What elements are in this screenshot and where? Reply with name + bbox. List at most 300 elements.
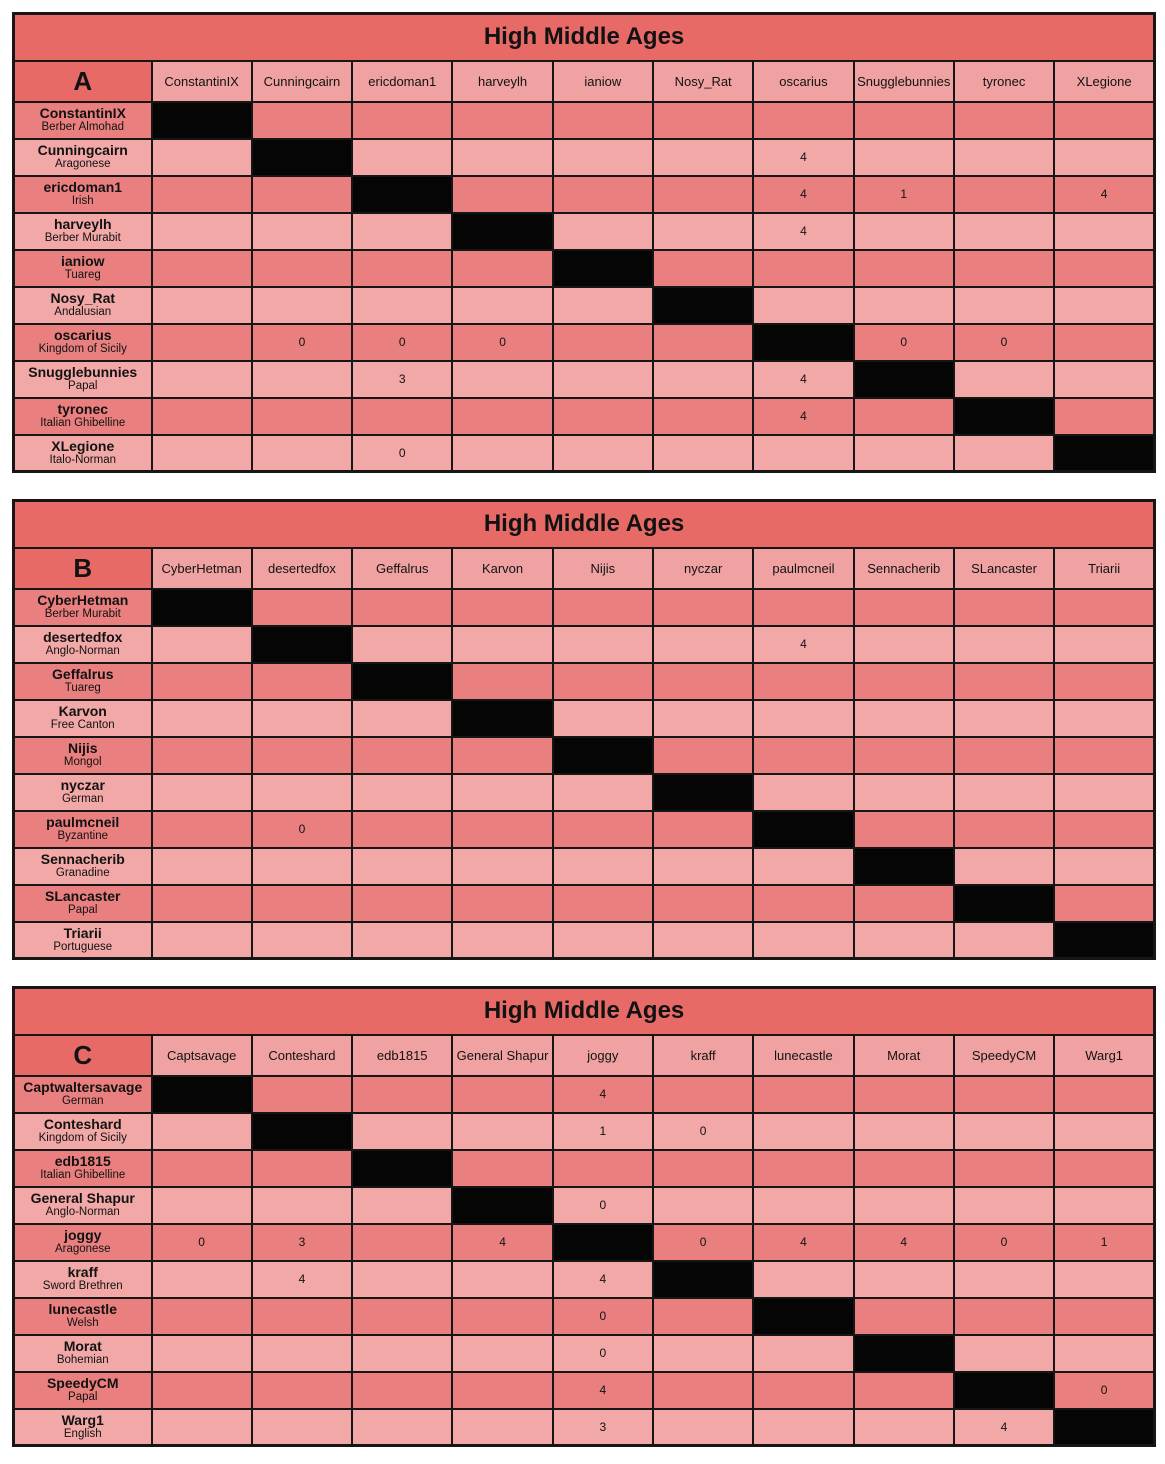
score-cell	[1054, 1187, 1154, 1224]
group-table-B	[12, 499, 1153, 960]
diagonal-cell	[753, 324, 853, 361]
diagonal-cell	[1054, 1409, 1154, 1446]
table-row	[14, 213, 1155, 250]
score-cell	[553, 848, 653, 885]
score-cell	[753, 774, 853, 811]
score-cell	[452, 250, 552, 287]
score-cell	[954, 589, 1054, 626]
score-cell	[452, 811, 552, 848]
player-name: Morat	[63, 1338, 102, 1355]
score-cell	[753, 287, 853, 324]
table-row	[14, 435, 1155, 472]
column-header-label: ConstantinIX	[164, 73, 239, 89]
score-cell	[252, 287, 352, 324]
score-cell	[854, 139, 954, 176]
score-cell	[553, 885, 653, 922]
score-cell	[954, 1113, 1054, 1150]
score-cell	[252, 435, 352, 472]
faction-name: Berber Murabit	[44, 232, 121, 245]
table-row	[14, 737, 1155, 774]
faction-name: Bohemian	[56, 1354, 109, 1367]
player-name: Nijis	[67, 740, 98, 757]
score-cell: 4	[553, 1076, 653, 1113]
column-header	[954, 1035, 1054, 1076]
column-header-label: harveylh	[477, 73, 528, 89]
score-cell	[152, 848, 252, 885]
score-cell	[152, 700, 252, 737]
score-cell: 0	[553, 1335, 653, 1372]
score-cell	[653, 922, 753, 959]
score-cell	[753, 1372, 853, 1409]
score-cell	[954, 287, 1054, 324]
table-row	[14, 663, 1155, 700]
table-row	[14, 1150, 1155, 1187]
score-cell	[553, 176, 653, 213]
score-cell	[252, 848, 352, 885]
score-cell	[252, 250, 352, 287]
score-cell	[452, 1335, 552, 1372]
score-cell: 0	[1054, 1372, 1154, 1409]
score-cell	[954, 737, 1054, 774]
diagonal-cell	[954, 885, 1054, 922]
column-header	[252, 61, 352, 102]
score-cell	[1054, 1076, 1154, 1113]
score-cell	[252, 663, 352, 700]
player-name: ConstantinIX	[39, 105, 126, 122]
score-cell: 1	[1054, 1224, 1154, 1261]
player-name: harveylh	[53, 216, 112, 233]
score-cell	[653, 398, 753, 435]
score-cell	[653, 663, 753, 700]
score-cell	[252, 1187, 352, 1224]
score-cell	[352, 922, 452, 959]
faction-name: Italian Ghibelline	[40, 417, 126, 430]
column-header	[854, 548, 954, 589]
score-cell	[352, 1372, 452, 1409]
score-cell	[452, 737, 552, 774]
score-cell	[352, 1076, 452, 1113]
score-cell	[1054, 324, 1154, 361]
score-cell: 4	[1054, 176, 1154, 213]
player-name: CyberHetman	[37, 592, 129, 609]
player-name: XLegione	[51, 438, 115, 455]
faction-name: Tuareg	[64, 269, 101, 282]
player-name: ericdoman1	[43, 179, 123, 196]
player-name: Sennacherib	[40, 851, 125, 868]
column-header	[152, 1035, 252, 1076]
score-cell	[753, 589, 853, 626]
score-cell	[252, 213, 352, 250]
score-cell	[452, 398, 552, 435]
score-cell	[854, 1261, 954, 1298]
table-title: High Middle Ages	[14, 501, 1155, 548]
score-cell	[452, 1298, 552, 1335]
column-header	[553, 1035, 653, 1076]
score-cell	[753, 848, 853, 885]
table-row	[14, 626, 1155, 663]
column-header	[753, 548, 853, 589]
score-cell	[452, 922, 552, 959]
score-cell	[653, 1076, 753, 1113]
score-cell	[352, 626, 452, 663]
score-cell	[152, 139, 252, 176]
score-cell	[252, 1372, 352, 1409]
score-cell	[954, 922, 1054, 959]
score-cell	[352, 1298, 452, 1335]
score-cell	[753, 1187, 853, 1224]
column-header-label: edb1815	[376, 1047, 428, 1063]
table-row	[14, 102, 1155, 139]
score-cell	[854, 287, 954, 324]
score-cell	[352, 1113, 452, 1150]
column-header-label: Warg1	[1085, 1047, 1124, 1063]
group-letter: C	[14, 1035, 152, 1076]
score-cell	[854, 1113, 954, 1150]
faction-name: Berber Murabit	[44, 608, 121, 621]
column-header	[954, 548, 1054, 589]
score-cell: 0	[854, 324, 954, 361]
score-cell	[152, 287, 252, 324]
score-cell	[352, 848, 452, 885]
score-cell	[854, 589, 954, 626]
table-row	[14, 1187, 1155, 1224]
faction-name: Andalusian	[54, 306, 112, 319]
table-row	[14, 1113, 1155, 1150]
column-header-label: Snugglebunnies	[857, 73, 951, 89]
score-cell	[252, 176, 352, 213]
diagonal-cell	[252, 1113, 352, 1150]
group-table-A	[12, 12, 1153, 473]
row-header	[14, 176, 152, 213]
score-cell	[553, 700, 653, 737]
score-cell	[1054, 848, 1154, 885]
row-header	[14, 1298, 152, 1335]
score-cell	[452, 1372, 552, 1409]
table-row	[14, 885, 1155, 922]
score-cell	[954, 1335, 1054, 1372]
score-cell	[854, 1372, 954, 1409]
column-header-label: Nijis	[590, 560, 616, 576]
score-cell	[653, 626, 753, 663]
score-cell	[1054, 589, 1154, 626]
faction-name: Portuguese	[53, 941, 113, 954]
player-name: SpeedyCM	[46, 1375, 119, 1392]
diagonal-cell	[954, 398, 1054, 435]
score-cell: 0	[653, 1224, 753, 1261]
row-header	[14, 1261, 152, 1298]
column-header-label: ianiow	[584, 73, 622, 89]
score-cell	[854, 737, 954, 774]
group-letter: B	[14, 548, 152, 589]
player-name: desertedfox	[43, 629, 123, 646]
table-row	[14, 811, 1155, 848]
score-cell	[452, 1076, 552, 1113]
column-header	[753, 1035, 853, 1076]
score-cell: 1	[854, 176, 954, 213]
score-cell	[352, 811, 452, 848]
row-header	[14, 361, 152, 398]
score-cell	[954, 102, 1054, 139]
column-header-label: lunecastle	[774, 1047, 833, 1063]
score-cell	[553, 663, 653, 700]
score-cell	[854, 700, 954, 737]
score-cell: 0	[252, 811, 352, 848]
group-table-C	[12, 986, 1153, 1447]
column-header	[1054, 61, 1154, 102]
score-cell	[252, 1150, 352, 1187]
score-cell	[252, 885, 352, 922]
column-header-label: Karvon	[481, 560, 524, 576]
score-cell	[1054, 1298, 1154, 1335]
score-cell	[352, 213, 452, 250]
score-cell	[954, 1150, 1054, 1187]
score-cell	[352, 589, 452, 626]
score-cell	[854, 663, 954, 700]
score-cell	[954, 663, 1054, 700]
column-header-label: XLegione	[1076, 73, 1132, 89]
player-name: Cunningcairn	[37, 142, 128, 159]
score-cell	[954, 213, 1054, 250]
table-row	[14, 361, 1155, 398]
crosstable	[12, 986, 1156, 1447]
column-header-label: Triarii	[1088, 560, 1121, 576]
score-cell	[553, 774, 653, 811]
score-cell	[352, 737, 452, 774]
score-cell	[1054, 398, 1154, 435]
score-cell: 4	[753, 626, 853, 663]
score-cell: 4	[553, 1372, 653, 1409]
score-cell	[1054, 361, 1154, 398]
row-header	[14, 811, 152, 848]
score-cell	[252, 1409, 352, 1446]
score-cell	[553, 102, 653, 139]
row-header	[14, 1113, 152, 1150]
column-header	[753, 61, 853, 102]
score-cell	[1054, 811, 1154, 848]
score-cell	[1054, 1261, 1154, 1298]
column-header	[854, 61, 954, 102]
score-cell	[854, 1298, 954, 1335]
score-cell	[954, 774, 1054, 811]
score-cell	[252, 774, 352, 811]
score-cell	[553, 811, 653, 848]
faction-name: English	[63, 1428, 102, 1441]
player-name: Triarii	[63, 925, 102, 942]
score-cell	[352, 1224, 452, 1261]
player-name: nyczar	[60, 777, 105, 794]
score-cell	[352, 1261, 452, 1298]
table-row	[14, 774, 1155, 811]
score-cell	[152, 922, 252, 959]
score-cell	[452, 1150, 552, 1187]
player-name: General Shapur	[30, 1190, 135, 1207]
row-header	[14, 1076, 152, 1113]
score-cell	[152, 361, 252, 398]
column-header-label: Morat	[887, 1047, 921, 1063]
score-cell	[553, 435, 653, 472]
score-cell	[653, 848, 753, 885]
faction-name: Papal	[68, 904, 98, 917]
row-header	[14, 250, 152, 287]
score-cell	[854, 885, 954, 922]
table-row	[14, 1372, 1155, 1409]
score-cell	[152, 1150, 252, 1187]
column-header	[653, 548, 753, 589]
column-header	[352, 1035, 452, 1076]
score-cell	[653, 811, 753, 848]
column-header	[352, 548, 452, 589]
score-cell	[753, 1150, 853, 1187]
crosstable	[12, 499, 1156, 960]
score-cell: 4	[753, 139, 853, 176]
score-cell	[152, 1298, 252, 1335]
diagonal-cell	[152, 589, 252, 626]
player-name: edb1815	[54, 1153, 111, 1170]
score-cell	[252, 1335, 352, 1372]
score-cell	[854, 102, 954, 139]
diagonal-cell	[553, 250, 653, 287]
player-name: Captwaltersavage	[23, 1079, 143, 1096]
faction-name: Granadine	[55, 867, 110, 880]
diagonal-cell	[452, 1187, 552, 1224]
faction-name: Papal	[68, 1391, 98, 1404]
score-cell: 3	[553, 1409, 653, 1446]
table-row	[14, 250, 1155, 287]
faction-name: Anglo-Norman	[45, 1206, 120, 1219]
score-cell	[252, 589, 352, 626]
row-header	[14, 700, 152, 737]
score-cell	[1054, 663, 1154, 700]
score-cell	[854, 398, 954, 435]
score-cell	[954, 1187, 1054, 1224]
faction-name: Kingdom of Sicily	[38, 1132, 127, 1145]
score-cell	[152, 176, 252, 213]
player-name: paulmcneil	[46, 814, 120, 831]
score-cell: 4	[753, 176, 853, 213]
diagonal-cell	[553, 737, 653, 774]
score-cell: 0	[152, 1224, 252, 1261]
column-header-label: Geffalrus	[375, 560, 429, 576]
score-cell	[1054, 700, 1154, 737]
diagonal-cell	[352, 176, 452, 213]
score-cell	[352, 1409, 452, 1446]
table-row	[14, 139, 1155, 176]
score-cell: 0	[553, 1298, 653, 1335]
score-cell: 4	[252, 1261, 352, 1298]
score-cell	[452, 663, 552, 700]
score-cell	[653, 102, 753, 139]
score-cell	[553, 1150, 653, 1187]
score-cell: 4	[753, 213, 853, 250]
score-cell	[152, 213, 252, 250]
score-cell	[252, 737, 352, 774]
diagonal-cell	[653, 1261, 753, 1298]
row-header	[14, 848, 152, 885]
score-cell	[854, 922, 954, 959]
diagonal-cell	[1054, 435, 1154, 472]
score-cell	[352, 774, 452, 811]
player-name: tyronec	[57, 401, 109, 418]
column-header-label: Cunningcairn	[263, 73, 341, 89]
row-header	[14, 1187, 152, 1224]
table-row	[14, 287, 1155, 324]
score-cell	[152, 324, 252, 361]
score-cell	[553, 324, 653, 361]
diagonal-cell	[854, 1335, 954, 1372]
score-cell	[352, 287, 452, 324]
score-cell	[452, 176, 552, 213]
score-cell	[152, 885, 252, 922]
diagonal-cell	[152, 1076, 252, 1113]
score-cell	[653, 213, 753, 250]
score-cell	[252, 398, 352, 435]
score-cell	[452, 1409, 552, 1446]
column-header	[152, 548, 252, 589]
score-cell	[753, 1113, 853, 1150]
score-cell: 4	[452, 1224, 552, 1261]
column-header-label: SLancaster	[971, 560, 1037, 576]
score-cell	[452, 139, 552, 176]
score-cell: 0	[452, 324, 552, 361]
score-cell	[152, 774, 252, 811]
score-cell	[1054, 1113, 1154, 1150]
row-header	[14, 1224, 152, 1261]
score-cell	[954, 1076, 1054, 1113]
score-cell: 0	[252, 324, 352, 361]
score-cell	[653, 176, 753, 213]
score-cell	[553, 626, 653, 663]
faction-name: Italian Ghibelline	[40, 1169, 126, 1182]
score-cell	[452, 361, 552, 398]
score-cell: 0	[352, 324, 452, 361]
score-cell: 3	[252, 1224, 352, 1261]
column-header	[252, 548, 352, 589]
score-cell	[954, 361, 1054, 398]
faction-name: Tuareg	[64, 682, 101, 695]
faction-name: Welsh	[66, 1317, 99, 1330]
score-cell	[252, 700, 352, 737]
score-cell: 1	[553, 1113, 653, 1150]
score-cell	[553, 361, 653, 398]
row-header	[14, 589, 152, 626]
score-cell	[1054, 139, 1154, 176]
score-cell	[252, 922, 352, 959]
score-cell	[653, 885, 753, 922]
score-cell	[1054, 213, 1154, 250]
column-header	[1054, 1035, 1154, 1076]
score-cell	[954, 1261, 1054, 1298]
row-header	[14, 663, 152, 700]
player-name: lunecastle	[48, 1301, 117, 1318]
row-header	[14, 1409, 152, 1446]
player-name: SLancaster	[45, 888, 121, 905]
score-cell	[152, 737, 252, 774]
score-cell	[553, 287, 653, 324]
column-header	[653, 1035, 753, 1076]
score-cell	[152, 811, 252, 848]
score-cell	[653, 435, 753, 472]
score-cell: 3	[352, 361, 452, 398]
player-name: oscarius	[53, 327, 112, 344]
diagonal-cell	[1054, 922, 1154, 959]
faction-name: Papal	[68, 380, 98, 393]
table-row	[14, 922, 1155, 959]
diagonal-cell	[452, 213, 552, 250]
score-cell	[152, 1187, 252, 1224]
score-cell: 4	[854, 1224, 954, 1261]
score-cell	[152, 398, 252, 435]
score-cell	[753, 700, 853, 737]
